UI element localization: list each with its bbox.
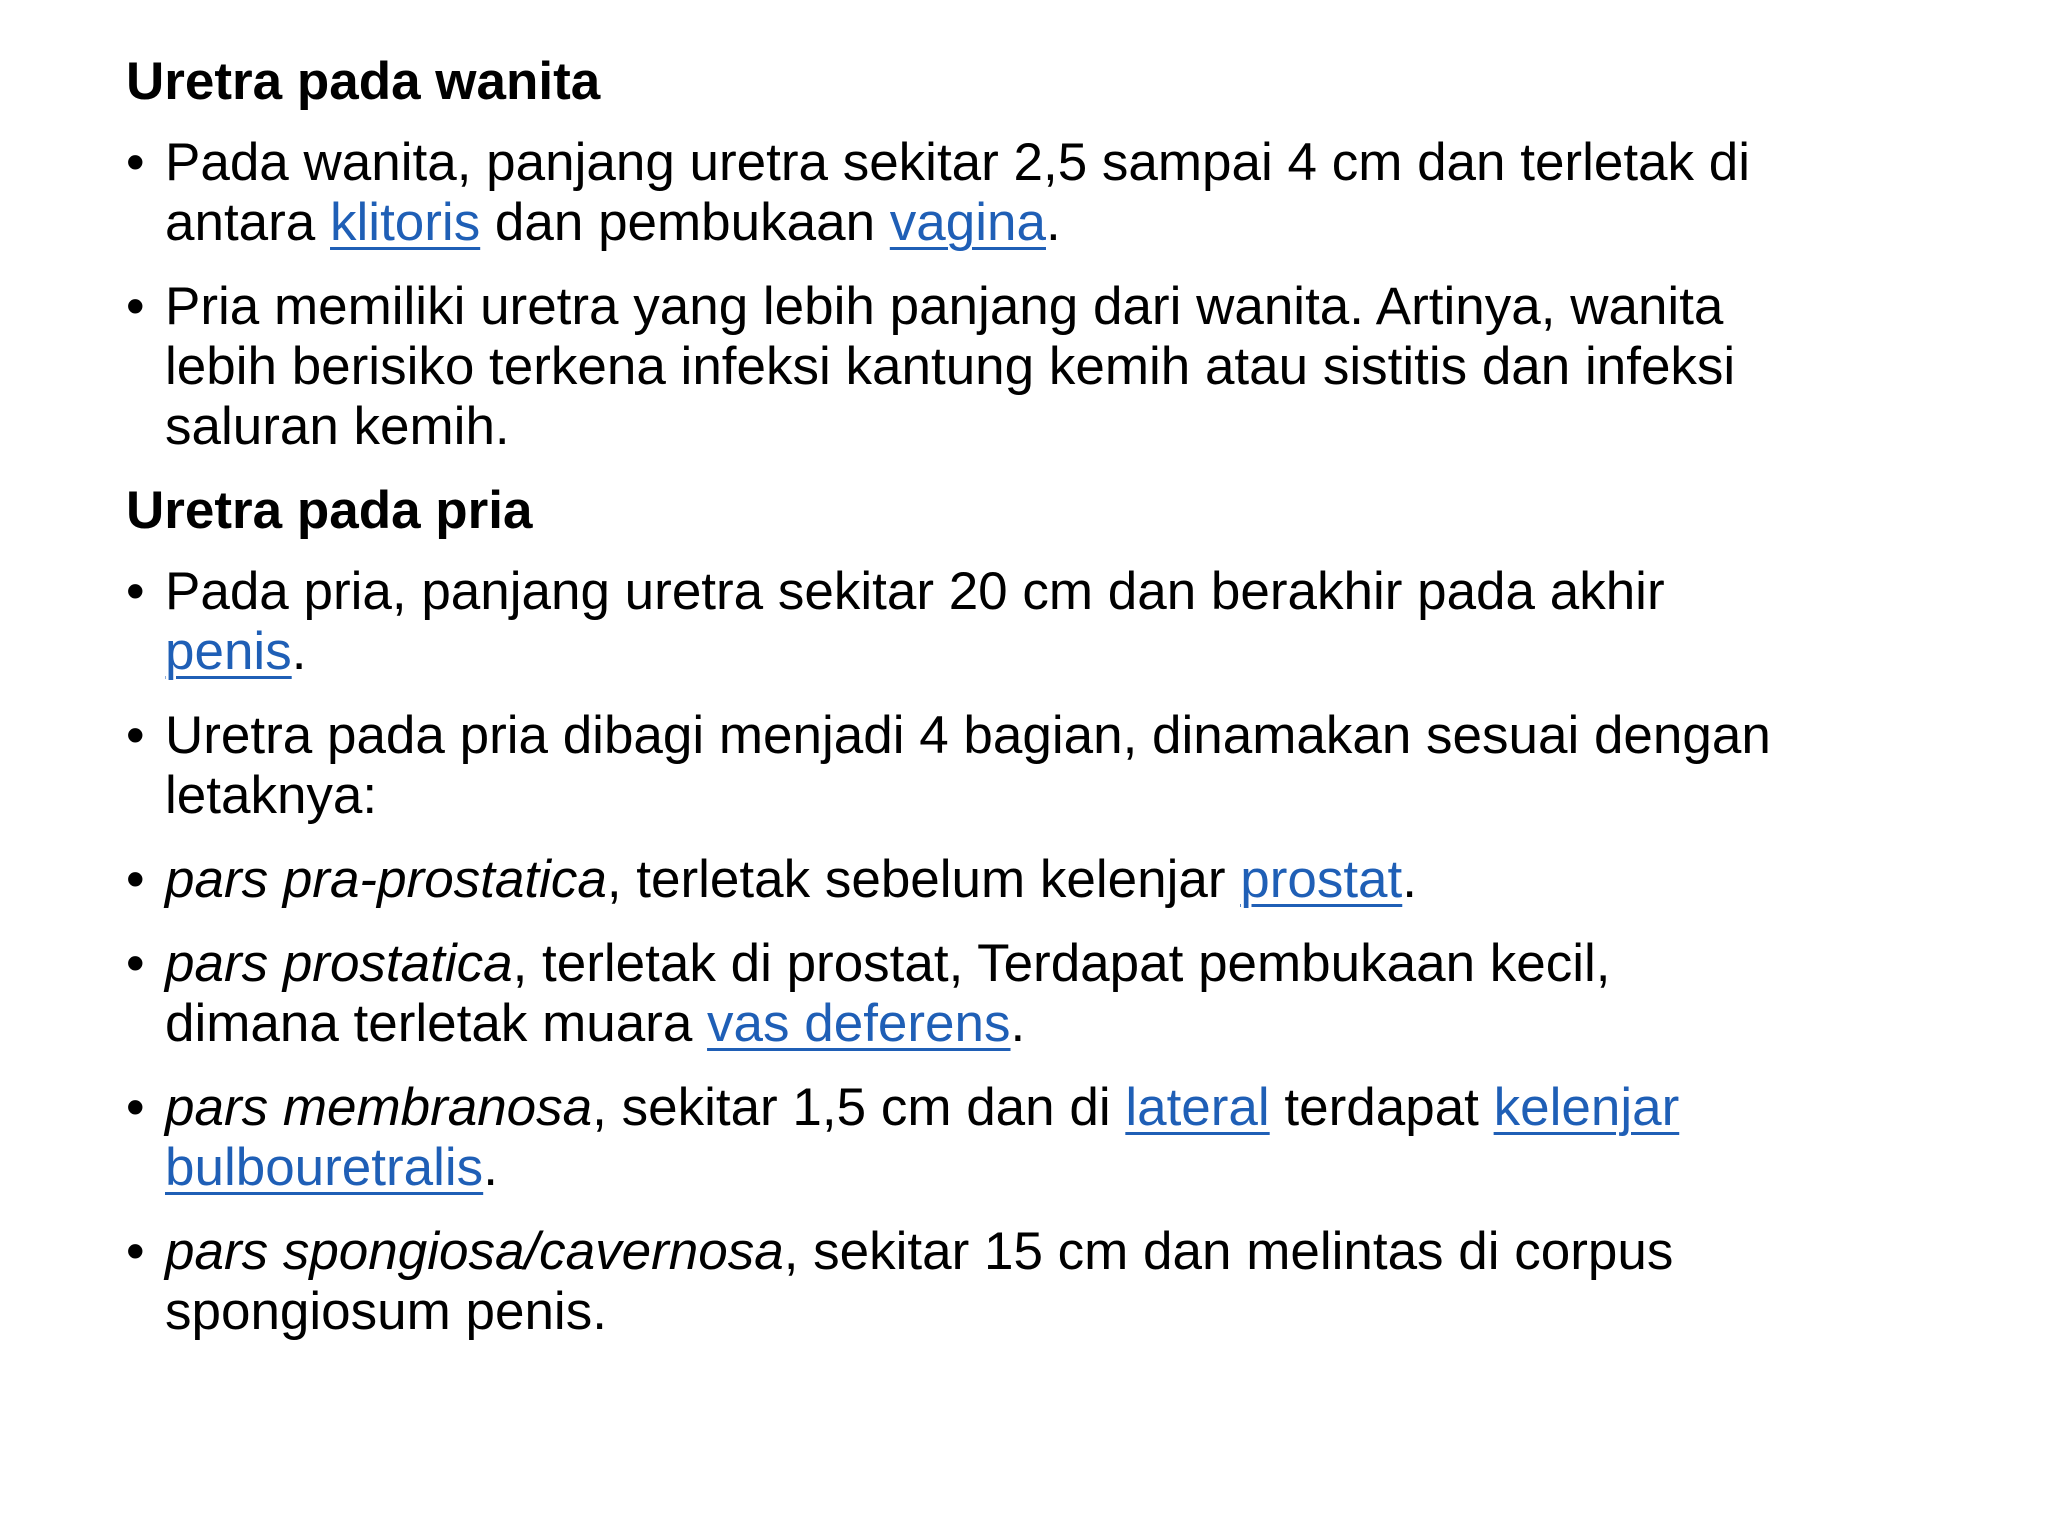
text-run: . <box>1045 193 1061 252</box>
bullet-pars-pra-prostatica <box>126 850 1926 910</box>
bullet-male-length <box>126 562 1926 682</box>
bullet-dot: • <box>126 850 145 909</box>
bullet-line <box>165 934 1926 994</box>
bullet-text <box>165 277 1926 457</box>
text-run: dan pembukaan <box>480 193 890 252</box>
heading-male-urethra: Uretra pada pria <box>126 481 533 540</box>
text-run: terdapat <box>1269 1078 1494 1137</box>
bullet-pars-spongiosa <box>126 1222 1926 1342</box>
bullet-pars-membranosa <box>126 1078 1926 1198</box>
bullet-line: Uretra pada pria dibagi menjadi 4 bagian, dinamakan sesuai dengan <box>165 706 1771 765</box>
bullet-line: saluran kemih. <box>165 397 510 456</box>
text-run: . <box>1010 994 1026 1053</box>
link-lateral[interactable]: lateral <box>1125 1078 1270 1137</box>
text-run: . <box>483 1138 498 1197</box>
text-run: . <box>291 622 307 681</box>
bullet-dot: • <box>126 277 145 336</box>
text-run: , terletak di prostat, Terdapat pembukaan kecil, <box>512 934 1611 993</box>
link-prostat[interactable]: prostat <box>1240 850 1403 909</box>
text-run: , sekitar 1,5 cm dan di <box>592 1078 1126 1137</box>
link-klitoris[interactable]: klitoris <box>330 193 481 252</box>
bullet-line <box>165 622 1926 682</box>
bullet-line <box>165 1222 1926 1282</box>
bullet-line <box>165 193 1926 253</box>
bullet-line: Pria memiliki uretra yang lebih panjang dari wanita. Artinya, wanita <box>165 277 1724 336</box>
bullet-line: Pada wanita, panjang uretra sekitar 2,5 sampai 4 cm dan terletak di <box>165 133 1751 192</box>
term-italic: pars spongiosa/cavernosa <box>165 1222 784 1281</box>
bullet-dot: • <box>126 1222 145 1281</box>
bullet-line <box>165 1078 1926 1138</box>
bullet-line <box>165 994 1926 1054</box>
slide-content <box>126 52 1926 1366</box>
bullet-line <box>165 1138 1926 1198</box>
text-run: antara <box>165 193 331 252</box>
bullet-text <box>165 1078 1926 1198</box>
bullet-female-risk <box>126 277 1926 457</box>
heading-female-urethra: Uretra pada wanita <box>126 52 601 111</box>
link-kelenjar-bulbouretralis[interactable]: bulbouretralis <box>165 1138 484 1197</box>
link-kelenjar-bulbouretralis[interactable]: kelenjar <box>1493 1078 1680 1137</box>
bullet-line <box>165 850 1926 910</box>
bullet-dot: • <box>126 133 145 192</box>
bullet-text <box>165 133 1926 253</box>
term-italic: pars pra-prostatica <box>165 850 607 909</box>
bullet-dot: • <box>126 706 145 765</box>
bullet-line: letaknya: <box>165 766 378 825</box>
bullet-pars-prostatica <box>126 934 1926 1054</box>
bullet-text <box>165 706 1926 826</box>
link-penis[interactable]: penis <box>165 622 292 681</box>
bullet-male-parts <box>126 706 1926 826</box>
text-run: dimana terletak muara <box>165 994 708 1053</box>
bullet-dot: • <box>126 1078 145 1137</box>
term-italic: pars membranosa <box>165 1078 593 1137</box>
text-run: , sekitar 15 cm dan melintas di corpus <box>783 1222 1674 1281</box>
term-italic: pars prostatica <box>165 934 513 993</box>
bullet-female-length <box>126 133 1926 253</box>
bullet-text <box>165 850 1926 910</box>
bullet-line: lebih berisiko terkena infeksi kantung kemih atau sistitis dan infeksi <box>165 337 1736 396</box>
bullet-line: spongiosum penis. <box>165 1282 607 1341</box>
bullet-dot: • <box>126 562 145 621</box>
link-vagina[interactable]: vagina <box>889 193 1046 252</box>
link-vas-deferens[interactable]: vas deferens <box>707 994 1011 1053</box>
bullet-text <box>165 1222 1926 1342</box>
text-run: , terletak sebelum kelenjar <box>606 850 1241 909</box>
bullet-text <box>165 934 1926 1054</box>
bullet-line: Pada pria, panjang uretra sekitar 20 cm dan berakhir pada akhir <box>165 562 1665 621</box>
text-run: . <box>1402 850 1417 909</box>
bullet-dot: • <box>126 934 145 993</box>
bullet-text <box>165 562 1926 682</box>
